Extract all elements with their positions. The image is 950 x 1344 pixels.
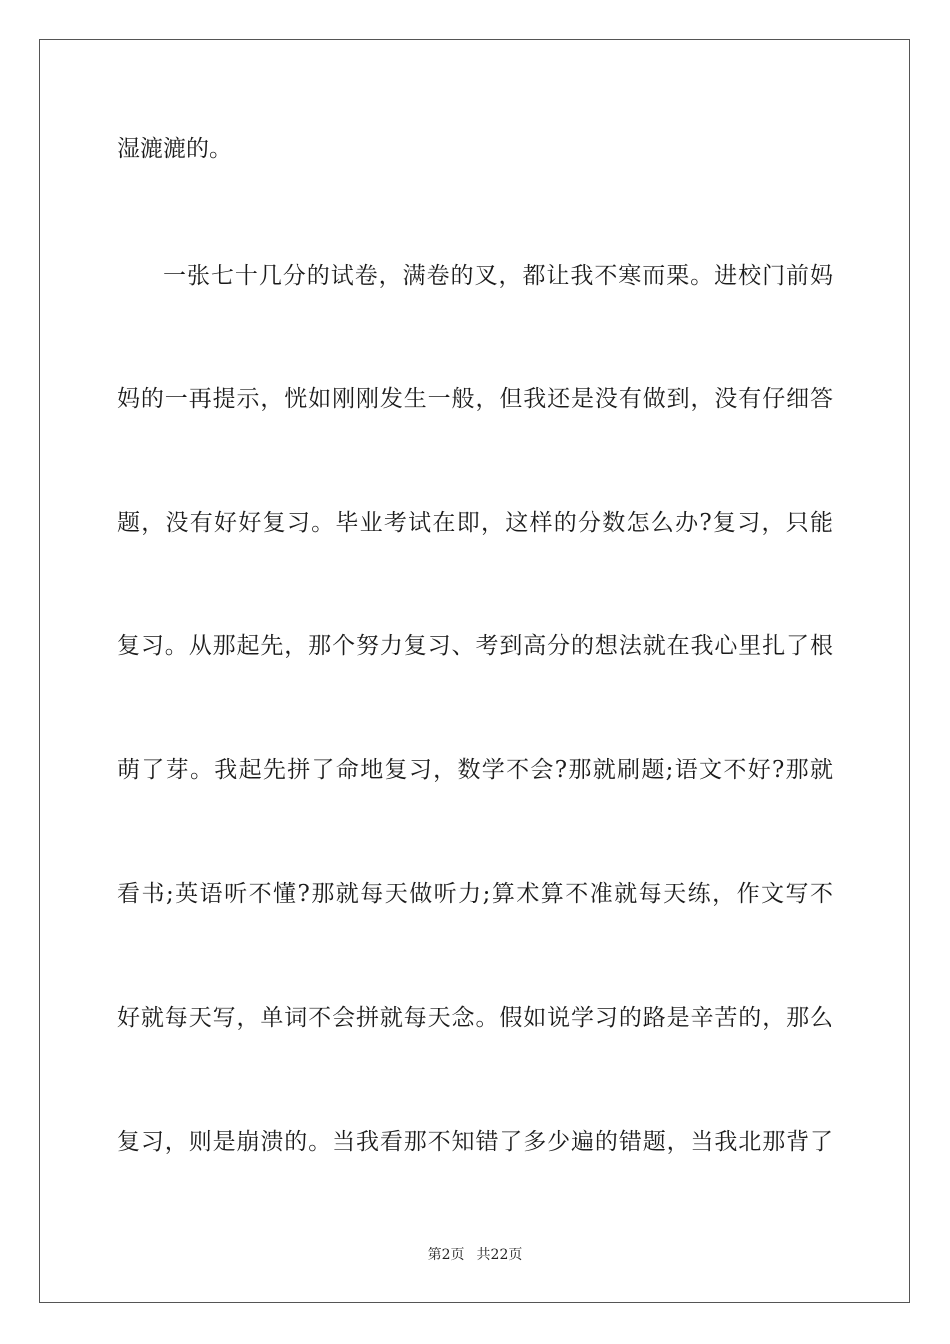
paragraph-line: 一张七十几分的试卷，满卷的叉，都让我不寒而栗。进校门前妈 (163, 263, 833, 289)
paragraph-line: 萌了芽。我起先拼了命地复习，数学不会?那就刷题;语文不好?那就 (117, 757, 833, 783)
paragraph-line: 湿漉漉的。 (117, 136, 232, 162)
paragraph-line: 看书;英语听不懂?那就每天做听力;算术算不准就每天练，作文写不 (117, 881, 833, 907)
page-number: 第2页 (427, 1247, 465, 1263)
paragraph-line: 题，没有好好复习。毕业考试在即，这样的分数怎么办?复习，只能 (117, 510, 833, 536)
page-footer (0, 1246, 950, 1264)
paragraph-line: 妈的一再提示，恍如刚刚发生一般，但我还是没有做到，没有仔细答 (117, 386, 833, 412)
paragraph-line: 复习，则是崩溃的。当我看那不知错了多少遍的错题，当我北那背了 (117, 1129, 833, 1155)
page-border (39, 39, 910, 1303)
page-total: 共22页 (476, 1247, 523, 1263)
paragraph-line: 好就每天写，单词不会拼就每天念。假如说学习的路是辛苦的，那么 (117, 1005, 833, 1031)
paragraph-line: 复习。从那起先，那个努力复习、考到高分的想法就在我心里扎了根 (117, 633, 833, 659)
